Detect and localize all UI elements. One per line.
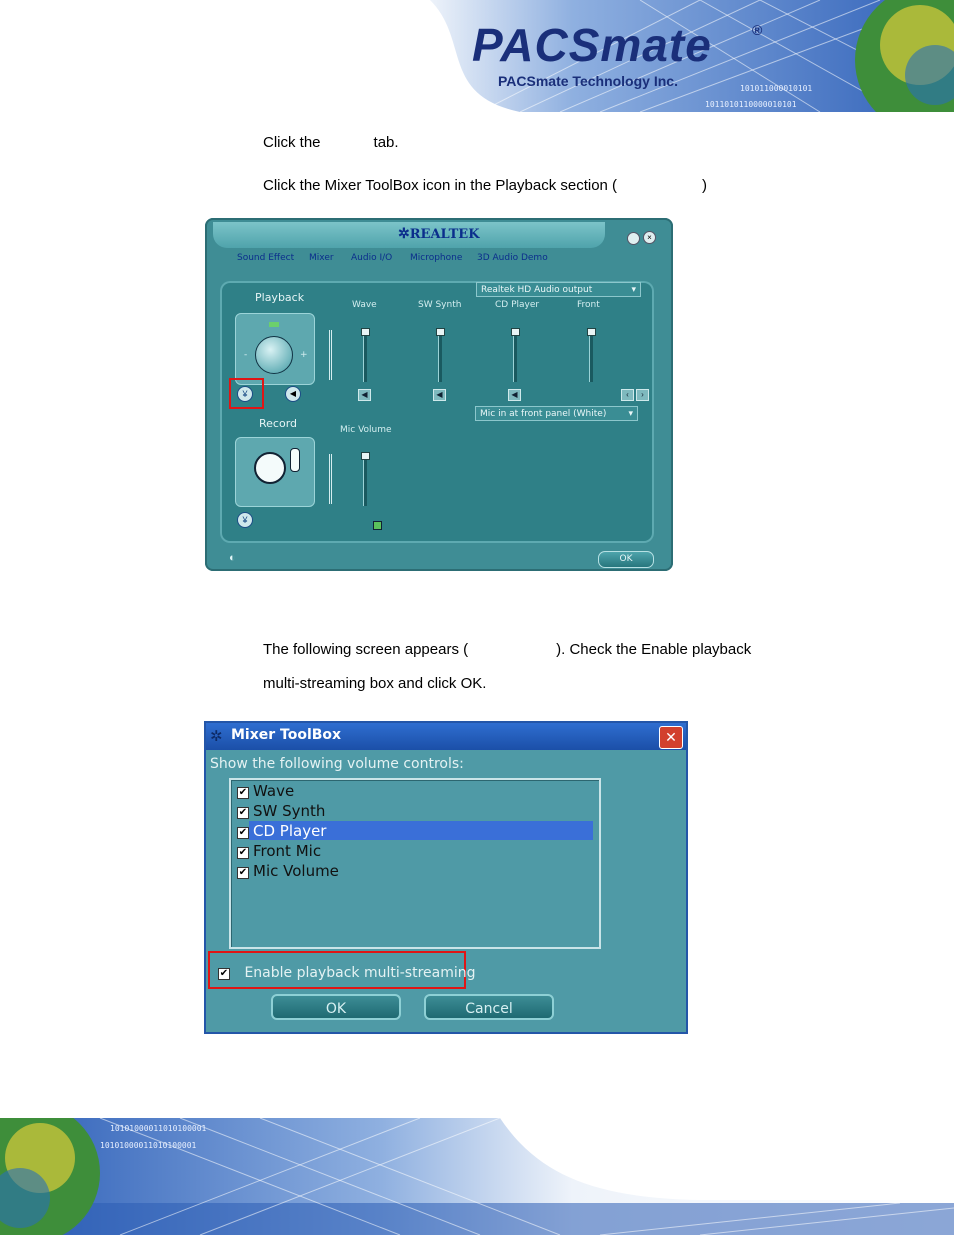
mic-volume-slider-track xyxy=(363,454,367,506)
channel-label-cd-player: CD Player xyxy=(495,300,540,310)
tab-mixer[interactable]: Mixer xyxy=(309,253,334,263)
step-toolbox-icon xyxy=(263,177,707,194)
wave-slider-track xyxy=(363,330,367,382)
knob-plus-label: + xyxy=(300,350,308,360)
binary-decoration-2: 1011010110000010101 xyxy=(705,100,797,109)
brand-logo: PACSmate xyxy=(472,19,712,71)
playback-output-select[interactable]: Realtek HD Audio output ▾ xyxy=(476,282,641,297)
step2-text: Click the Mixer ToolBox icon in the Playback section ( xyxy=(263,177,618,194)
minimize-button[interactable] xyxy=(627,232,640,245)
chevron-down-icon: ▾ xyxy=(631,285,636,295)
crab-logo-icon: ✲ xyxy=(210,728,223,745)
mute-speaker-icon[interactable]: ◀ xyxy=(285,386,301,402)
wave-mute-icon[interactable]: ◀ xyxy=(358,389,371,401)
front-slider-track xyxy=(589,330,593,382)
front-slider-thumb[interactable] xyxy=(587,328,596,336)
realtek-audio-manager xyxy=(205,218,673,571)
checkbox-mic-volume[interactable]: ✔ xyxy=(238,867,248,878)
close-button[interactable] xyxy=(643,231,656,244)
list-item[interactable]: ✔ Mic Volume xyxy=(238,862,339,880)
toolbox-close-button[interactable] xyxy=(659,726,683,749)
sw-synth-slider-thumb[interactable] xyxy=(436,328,445,336)
chevron-down-icon-2: ▾ xyxy=(628,409,633,419)
checkbox-wave[interactable]: ✔ xyxy=(238,787,248,798)
level-scale xyxy=(329,330,337,380)
instruction-label: Show the following volume controls: xyxy=(210,756,464,772)
footer-binary-decoration-2: 10101000011010100001 xyxy=(100,1141,197,1150)
volume-control-list xyxy=(229,778,601,949)
checkbox-cd-player[interactable]: ✔ xyxy=(238,827,248,838)
volume-meter xyxy=(269,322,279,327)
channel-label-front: Front xyxy=(577,300,600,310)
playback-label: Playback xyxy=(255,291,305,304)
company-name: PACSmate Technology Inc. xyxy=(498,73,678,89)
registered-mark: ® xyxy=(752,22,763,38)
volume-knob[interactable] xyxy=(255,336,293,374)
mic-volume-slider-thumb[interactable] xyxy=(361,452,370,460)
footer-banner xyxy=(0,1118,954,1235)
toolbox-title: Mixer ToolBox xyxy=(231,727,342,743)
close-icon-2: ✕ xyxy=(665,729,677,745)
step-screen-appears xyxy=(263,641,751,658)
scroll-right-icon[interactable]: › xyxy=(636,389,649,401)
step-check-box: multi-streaming box and click OK. xyxy=(263,675,487,692)
list-item[interactable]: ✔ CD Player xyxy=(238,822,327,840)
wave-slider-thumb[interactable] xyxy=(361,328,370,336)
tab-microphone[interactable]: Microphone xyxy=(410,253,463,263)
list-item[interactable]: ✔ Wave xyxy=(238,782,295,800)
list-item[interactable]: ✔ Front Mic xyxy=(238,842,322,860)
step3-after: ). Check the Enable playback xyxy=(556,641,752,658)
knob-minus-label: - xyxy=(244,350,248,360)
record-level-scale xyxy=(329,454,337,504)
step-mixer-tab xyxy=(263,134,399,151)
scroll-left-icon[interactable]: ‹ xyxy=(621,389,634,401)
footer-binary-decoration: 10101000011010100001 xyxy=(110,1124,207,1133)
cd-player-mute-icon[interactable]: ◀ xyxy=(508,389,521,401)
record-image xyxy=(235,437,315,507)
sw-synth-mute-icon[interactable]: ◀ xyxy=(433,389,446,401)
tab-audio-io[interactable]: Audio I/O xyxy=(351,253,393,263)
channel-label-wave: Wave xyxy=(352,300,377,310)
realtek-logo: ✲REALTEK xyxy=(398,226,480,242)
close-icon: × xyxy=(647,233,652,242)
checkbox-front-mic[interactable]: ✔ xyxy=(238,847,248,858)
realtek-ok-button[interactable]: OK xyxy=(598,551,654,568)
mixer-toolbox-icon[interactable]: ¥ xyxy=(237,386,253,402)
ok-button[interactable]: OK xyxy=(271,994,401,1020)
headset-person-icon xyxy=(254,452,286,484)
step3-text: The following screen appears ( xyxy=(263,641,469,658)
binary-decoration: 101011000010101 xyxy=(740,84,813,93)
crab-icon: ✲ xyxy=(398,226,410,242)
mic-boost-indicator[interactable] xyxy=(373,521,382,530)
record-input-select[interactable]: Mic in at front panel (White) ▾ xyxy=(475,406,638,421)
tab-sound-effect[interactable]: Sound Effect xyxy=(237,253,295,263)
step1-after: tab. xyxy=(373,134,399,151)
channel-label-mic-volume: Mic Volume xyxy=(340,425,392,435)
enable-multistreaming-label: Enable playback multi-streaming xyxy=(244,965,476,981)
checkbox-sw-synth[interactable]: ✔ xyxy=(238,807,248,818)
record-label: Record xyxy=(259,417,298,430)
step1-text: Click the xyxy=(263,134,321,151)
tab-3d-audio-demo[interactable]: 3D Audio Demo xyxy=(477,253,548,263)
record-toolbox-icon[interactable]: ¥ xyxy=(237,512,253,528)
microphone-icon xyxy=(290,448,300,472)
checkbox-enable-multistreaming[interactable]: ✔ xyxy=(219,968,229,979)
sw-synth-slider-track xyxy=(438,330,442,382)
step2-close: ) xyxy=(702,177,708,194)
cancel-button[interactable]: Cancel xyxy=(424,994,554,1020)
tab-bar xyxy=(229,253,659,267)
enable-multistreaming-option[interactable] xyxy=(218,964,476,982)
channel-label-sw-synth: SW Synth xyxy=(418,300,462,310)
info-icon[interactable]: ◐ xyxy=(229,552,236,564)
list-item[interactable]: ✔ SW Synth xyxy=(238,802,326,820)
cd-player-slider-thumb[interactable] xyxy=(511,328,520,336)
mixer-toolbox-dialog xyxy=(204,721,688,1034)
cd-player-slider-track xyxy=(513,330,517,382)
playback-volume-block xyxy=(235,313,315,385)
